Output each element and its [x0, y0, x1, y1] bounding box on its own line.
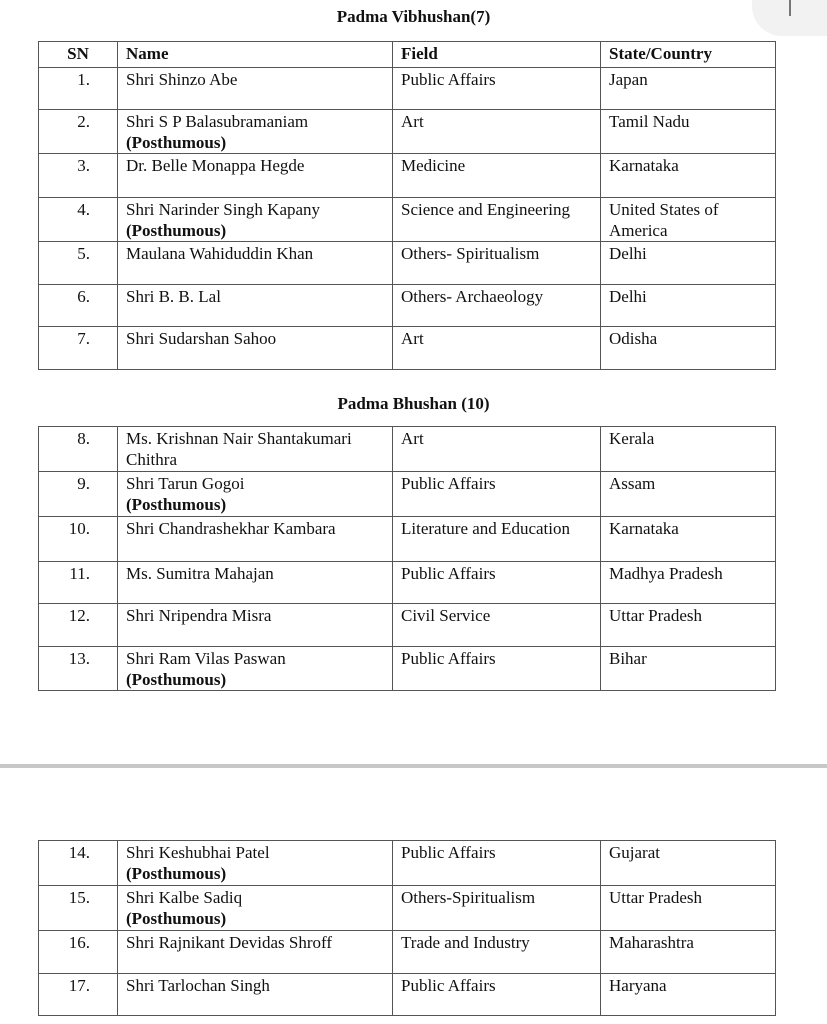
cell-name	[118, 647, 393, 691]
cell-name	[118, 562, 393, 604]
header-sn: SN	[39, 42, 118, 68]
awardee-name: Shri Keshubhai Patel	[126, 843, 270, 862]
cell-sn: 13.	[39, 647, 118, 691]
cell-sn: 10.	[39, 517, 118, 562]
cell-field: Trade and Industry	[393, 931, 601, 974]
awardee-name: Shri Shinzo Abe	[126, 70, 238, 89]
cell-field: Public Affairs	[393, 68, 601, 110]
awardee-name: Shri Nripendra Misra	[126, 606, 272, 625]
cell-state: Odisha	[601, 327, 776, 370]
cell-field: Civil Service	[393, 604, 601, 647]
cell-sn: 5.	[39, 242, 118, 285]
cell-state: Bihar	[601, 647, 776, 691]
section-title-padma-vibhushan: Padma Vibhushan(7)	[336, 7, 491, 26]
cell-name	[118, 886, 393, 931]
awardee-name: Ms. Sumitra Mahajan	[126, 564, 274, 583]
cell-field: Public Affairs	[393, 562, 601, 604]
table-row	[39, 242, 776, 285]
cell-sn: 14.	[39, 841, 118, 886]
posthumous-label: (Posthumous)	[126, 495, 227, 514]
cell-state: Haryana	[601, 974, 776, 1016]
cell-sn: 1.	[39, 68, 118, 110]
awardee-name: Dr. Belle Monappa Hegde	[126, 156, 305, 175]
cell-state: United States of America	[601, 198, 776, 242]
cell-state: Delhi	[601, 242, 776, 285]
cell-sn: 6.	[39, 285, 118, 327]
table-row	[39, 886, 776, 931]
cell-state: Uttar Pradesh	[601, 604, 776, 647]
table-row	[39, 517, 776, 562]
awardee-name: Shri Tarlochan Singh	[126, 976, 270, 995]
table-row	[39, 604, 776, 647]
posthumous-label: (Posthumous)	[126, 133, 227, 152]
cell-state: Tamil Nadu	[601, 110, 776, 154]
table-row	[39, 327, 776, 370]
posthumous-label: (Posthumous)	[126, 864, 227, 883]
table-row	[39, 427, 776, 472]
padma-vibhushan-table	[38, 41, 776, 370]
cell-sn: 9.	[39, 472, 118, 517]
header-name: Name	[118, 42, 393, 68]
padma-bhushan-table	[38, 426, 776, 691]
cell-state: Gujarat	[601, 841, 776, 886]
cell-name	[118, 198, 393, 242]
table-row	[39, 647, 776, 691]
cell-name	[118, 110, 393, 154]
cell-state: Assam	[601, 472, 776, 517]
awardee-name: Shri Rajnikant Devidas Shroff	[126, 933, 333, 952]
cell-field: Public Affairs	[393, 647, 601, 691]
cell-field: Public Affairs	[393, 841, 601, 886]
table-row	[39, 285, 776, 327]
cell-sn: 11.	[39, 562, 118, 604]
cell-name	[118, 154, 393, 198]
section-title-padma-bhushan: Padma Bhushan (10)	[337, 394, 490, 413]
cell-name	[118, 285, 393, 327]
cell-name	[118, 517, 393, 562]
header-field: Field	[393, 42, 601, 68]
cell-state: Karnataka	[601, 154, 776, 198]
awardee-name: Shri B. B. Lal	[126, 287, 221, 306]
cell-name	[118, 327, 393, 370]
cell-sn: 4.	[39, 198, 118, 242]
table-row	[39, 154, 776, 198]
cell-sn: 7.	[39, 327, 118, 370]
table-row	[39, 974, 776, 1016]
table-header-row	[39, 42, 776, 68]
cell-name	[118, 68, 393, 110]
cell-field: Others- Archaeology	[393, 285, 601, 327]
awardee-name: Shri Narinder Singh Kapany	[126, 200, 321, 219]
header-state: State/Country	[601, 42, 776, 68]
cell-sn: 3.	[39, 154, 118, 198]
posthumous-label: (Posthumous)	[126, 909, 227, 928]
table-row	[39, 110, 776, 154]
cell-state: Japan	[601, 68, 776, 110]
cell-state: Karnataka	[601, 517, 776, 562]
posthumous-label: (Posthumous)	[126, 221, 227, 240]
padma-bhushan-table-continued	[38, 840, 776, 1016]
cell-state: Delhi	[601, 285, 776, 327]
table-row	[39, 841, 776, 886]
cell-field: Others- Spiritualism	[393, 242, 601, 285]
cell-state: Maharashtra	[601, 931, 776, 974]
cell-name	[118, 472, 393, 517]
cell-name	[118, 974, 393, 1016]
cell-sn: 15.	[39, 886, 118, 931]
awardee-name: Shri Ram Vilas Paswan	[126, 649, 286, 668]
cell-sn: 8.	[39, 427, 118, 472]
awardee-name: Maulana Wahiduddin Khan	[126, 244, 314, 263]
cell-name	[118, 427, 393, 472]
awardee-name: Shri Chandrashekhar Kambara	[126, 519, 336, 538]
cell-sn: 16.	[39, 931, 118, 974]
cell-field: Art	[393, 110, 601, 154]
table-row	[39, 198, 776, 242]
cell-field: Public Affairs	[393, 974, 601, 1016]
cell-sn: 12.	[39, 604, 118, 647]
cell-name	[118, 604, 393, 647]
cell-field: Art	[393, 327, 601, 370]
cell-sn: 17.	[39, 974, 118, 1016]
awardee-name: Shri S P Balasubramaniam	[126, 112, 309, 131]
cell-state: Uttar Pradesh	[601, 886, 776, 931]
page-divider	[0, 764, 827, 768]
awardee-name: Ms. Krishnan Nair Shantakumari Chithra	[126, 429, 352, 469]
table-row	[39, 68, 776, 110]
cell-sn: 2.	[39, 110, 118, 154]
awardee-name: Shri Tarun Gogoi	[126, 474, 245, 493]
table-row	[39, 472, 776, 517]
table-row	[39, 562, 776, 604]
cell-field: Medicine	[393, 154, 601, 198]
posthumous-label: (Posthumous)	[126, 670, 227, 689]
cell-state: Kerala	[601, 427, 776, 472]
cell-field: Art	[393, 427, 601, 472]
table-row	[39, 931, 776, 974]
cell-field: Others-Spiritualism	[393, 886, 601, 931]
awardee-name: Shri Sudarshan Sahoo	[126, 329, 277, 348]
awardee-name: Shri Kalbe Sadiq	[126, 888, 243, 907]
cell-name	[118, 841, 393, 886]
cell-name	[118, 242, 393, 285]
cell-field: Science and Engineering	[393, 198, 601, 242]
cell-name	[118, 931, 393, 974]
cell-field: Literature and Education	[393, 517, 601, 562]
cell-field: Public Affairs	[393, 472, 601, 517]
cell-state: Madhya Pradesh	[601, 562, 776, 604]
